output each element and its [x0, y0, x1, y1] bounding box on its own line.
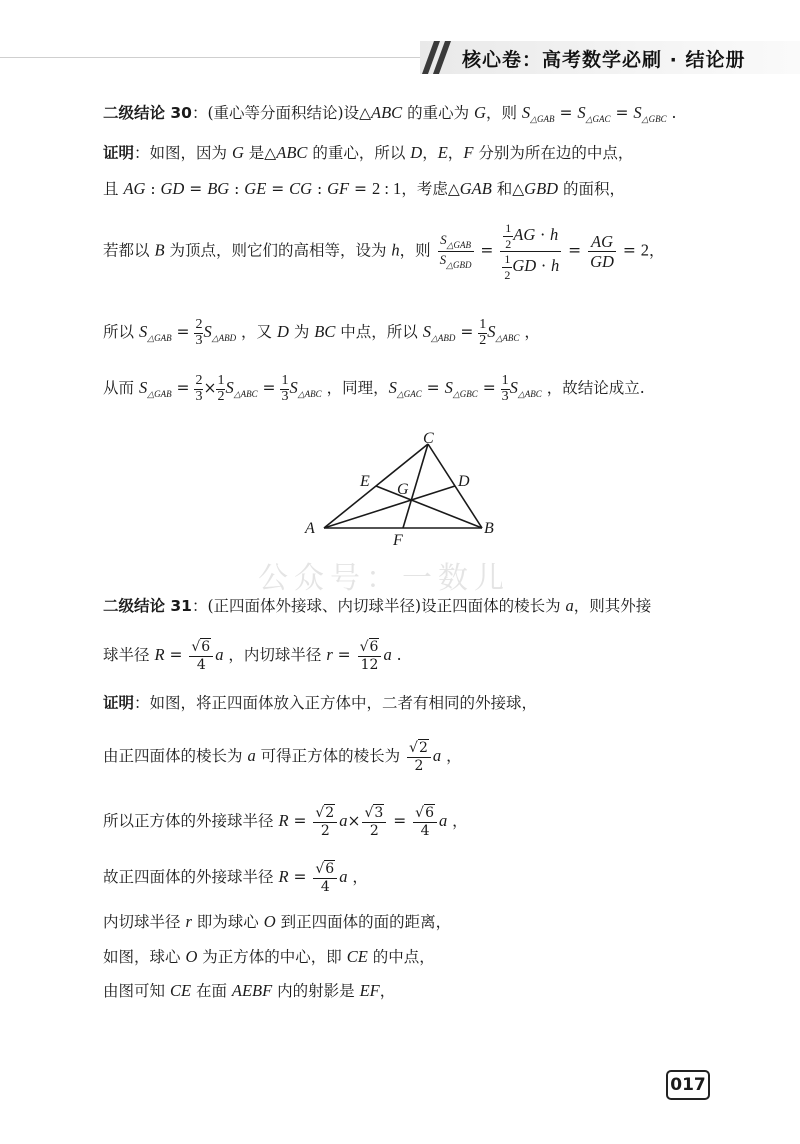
conclusion-30-statement: 二级结论 30：(重心等分面积结论)设△ABC 的重心为 G，则 $S_{\triangle GAB} = S_{\triangle GAC} = S_{\triangle GBC}$ .	[103, 103, 677, 124]
median-AD	[324, 486, 455, 528]
label-B: B	[484, 520, 494, 537]
conclusion-31-statement: 二级结论 31：(正四面体外接球、内切球半径)设正四面体的棱长为 a，则其外接	[103, 596, 652, 615]
conclusion-31-label: 二级结论 31	[103, 597, 192, 615]
watermark: 公众号：一数儿	[258, 561, 510, 596]
label-C: C	[423, 430, 434, 447]
header-rule	[0, 57, 430, 58]
label-G: G	[397, 481, 409, 498]
proof-31-line-3: 所以正方体的外接球半径 R = $\frac{√2}{2}$ a× $\frac{√3}{2}$ = $\frac{√6}{4}$ a ，	[103, 805, 468, 839]
page-number: 017	[666, 1070, 710, 1100]
header-title: 核心卷：高考数学必刷 · 结论册	[462, 49, 746, 71]
label-E: E	[360, 473, 370, 490]
proof-30-label: 证明	[103, 144, 135, 162]
triangle-centroid-figure	[296, 424, 506, 548]
proof-31-line-4: 故正四面体的外接球半径 R = $\frac{√6}{4}$ a ，	[103, 861, 368, 895]
proof-31-line-5: 内切球半径 r 即为球心 O 到正四面体的面的距离，	[103, 912, 452, 931]
conclusion-30-label: 二级结论 30	[103, 104, 192, 122]
proof-30-line-5: 从而 $S_{\triangle GAB}$ = $\frac{2}{3}$ × $\frac{1}{2}$ $S_{\triangle ABC}$ = $\frac{1}{3}$ $S_{\triangle ABC}$ ，同理，$S_{\triangle GAC} = S_{\triangle GBC}$ = $\frac{1}{3}$ $S_{\triangle ABC}$ ，故结论成立.	[103, 373, 645, 404]
proof-30-line-3: 若都以 B 为顶点，则它们的高相等，设为 h，则 $\frac{S_{\triangle GAB}}{S_{\triangle GBD}}$ = $\frac{1}{2}$ AG · h $\frac{1}{2}$ GD · h = $\frac{AG}{GD}$ = 2，	[103, 221, 665, 282]
proof-31-line-2: 由正四面体的棱长为 a 可得正方体的棱长为 $\frac{√2}{2}$ a ，	[103, 740, 462, 774]
proof-31-label: 证明	[103, 694, 135, 712]
proof-30-line-2: 且 AG : GD = BG : GE = CG : GF = 2 : 1，考虑△GAB 和△GBD 的面积，	[103, 179, 626, 198]
proof-30-line-1: 证明：如图，因为 G 是△ABC 的重心，所以 D，E，F 分别为所在边的中点，	[103, 143, 634, 162]
proof-31-line-6: 如图，球心 O 为正方体的中心，即 CE 的中点，	[103, 947, 435, 966]
proof-31-line-7: 由图可知 CE 在面 AEBF 内的射影是 EF，	[103, 981, 396, 1000]
proof-30-line-4: 所以 $S_{\triangle GAB}$ = $\frac{2}{3}$ $S_{\triangle ABD}$ ，又 D 为 BC 中点，所以 $S_{\triangle ABD}$ = $\frac{1}{2}$ $S_{\triangle ABC}$ ，	[103, 317, 540, 348]
conclusion-31-statement-2: 球半径 R = $\frac{√6}{4}$ a ，内切球半径 r = $\frac{√6}{12}$ a .	[103, 639, 402, 673]
proof-31-line-1: 证明：如图，将正四面体放入正方体中，二者有相同的外接球，	[103, 694, 538, 712]
label-A: A	[305, 520, 315, 537]
label-D: D	[458, 473, 470, 490]
label-F: F	[393, 532, 403, 548]
